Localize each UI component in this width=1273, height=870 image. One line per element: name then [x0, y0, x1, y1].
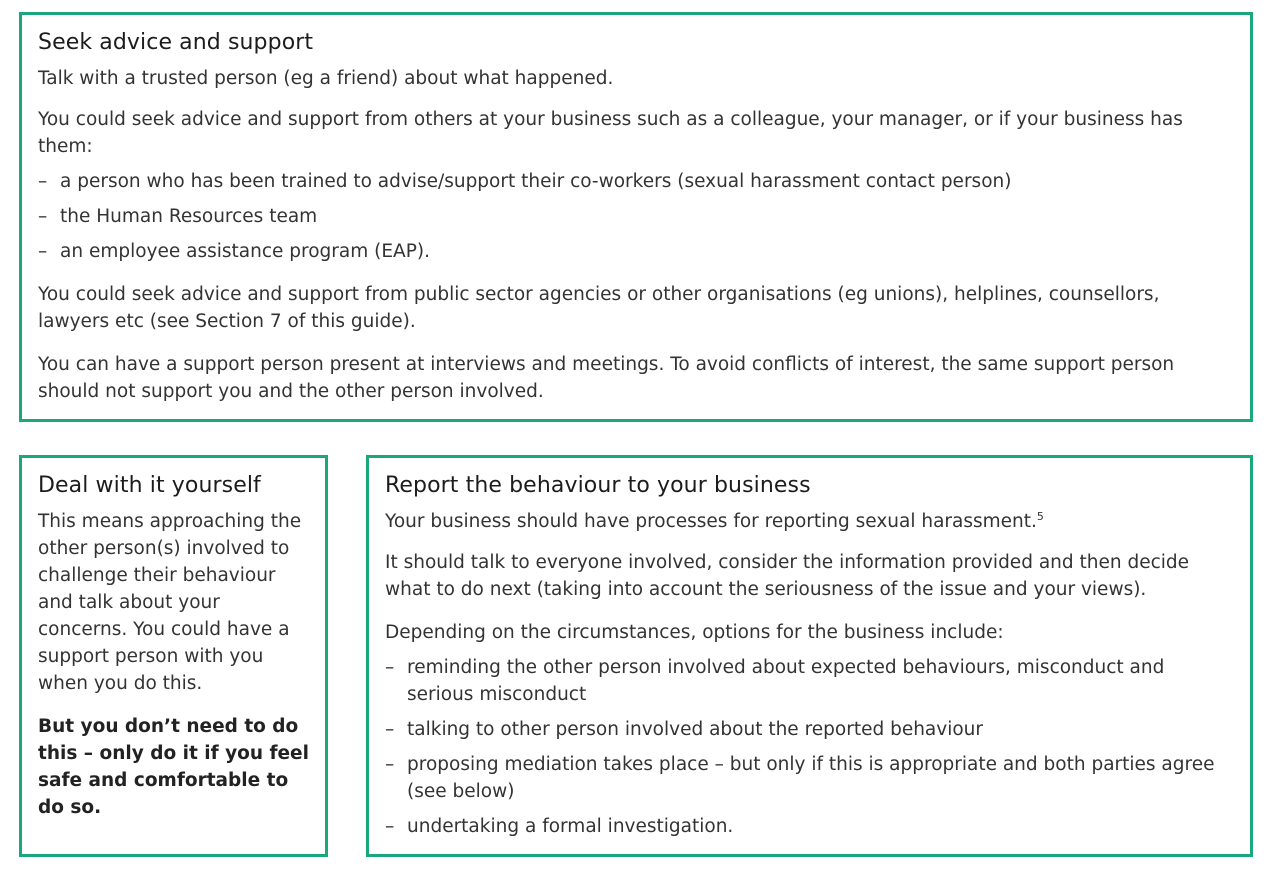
footnote-marker: 5: [1036, 509, 1044, 523]
list-item: [38, 238, 1234, 265]
list-item-text: an employee assistance program (EAP).: [60, 241, 430, 262]
list-item: [385, 813, 1234, 840]
dash-marker: –: [385, 754, 395, 775]
seek-advice-paragraph-2: You could seek advice and support from others at your business such as a colleague, your manager, or if your business has them:: [38, 109, 1183, 157]
deal-with-it-paragraph-2: But you don’t need to do this – only do it if you feel safe and comfortable to do so.: [38, 716, 309, 818]
seek-advice-paragraph-1: Talk with a trusted person (eg a friend) about what happened.: [38, 68, 614, 89]
seek-advice-title: Seek advice and support: [38, 30, 314, 55]
list-item: [38, 168, 1234, 195]
report-behaviour-paragraph-2: It should talk to everyone involved, consider the information provided and then decide what to do next (taking into account the seriousness of the issue and your views).: [385, 552, 1190, 600]
report-options-list: [385, 654, 1234, 840]
seek-advice-box: [19, 12, 1253, 422]
report-behaviour-paragraph-1-text: Your business should have processes for reporting sexual harassment.: [385, 511, 1037, 532]
seek-advice-paragraph-3: You could seek advice and support from public sector agencies or other organisations (eg unions), helplines, counsellors, lawyers etc (see Section 7 of this guide).: [38, 284, 1160, 332]
report-behaviour-paragraph-3: Depending on the circumstances, options for the business include:: [385, 622, 1004, 643]
seek-advice-paragraph-4: You can have a support person present at interviews and meetings. To avoid conflicts of interest, the same support person should not support you and the other person involved.: [38, 354, 1175, 402]
list-item-text: the Human Resources team: [60, 206, 318, 227]
list-item-text: reminding the other person involved about expected behaviours, misconduct and serious misconduct: [407, 657, 1165, 705]
dash-marker: –: [38, 241, 48, 262]
dash-marker: –: [38, 171, 48, 192]
deal-with-it-paragraph-1: This means approaching the other person(s) involved to challenge their behaviour and talk about your concerns. You could have a support person with you when you do this.: [38, 511, 302, 694]
dash-marker: –: [385, 657, 395, 678]
dash-marker: –: [38, 206, 48, 227]
dash-marker: –: [385, 816, 395, 837]
list-item-text: undertaking a formal investigation.: [407, 816, 734, 837]
report-behaviour-paragraph-1: [385, 508, 1234, 535]
report-behaviour-title: Report the behaviour to your business: [385, 473, 811, 498]
seek-advice-list: [38, 168, 1234, 265]
report-behaviour-box: [366, 455, 1253, 857]
list-item: [385, 716, 1234, 743]
list-item-text: talking to other person involved about the reported behaviour: [407, 719, 984, 740]
deal-with-it-title: Deal with it yourself: [38, 473, 261, 498]
list-item: [38, 203, 1234, 230]
dash-marker: –: [385, 719, 395, 740]
list-item: [385, 751, 1234, 805]
list-item: [385, 654, 1234, 708]
deal-with-it-box: [19, 455, 328, 857]
list-item-text: proposing mediation takes place – but only if this is appropriate and both parties agree (see below): [407, 754, 1215, 802]
list-item-text: a person who has been trained to advise/support their co-workers (sexual harassment contact person): [60, 171, 1012, 192]
